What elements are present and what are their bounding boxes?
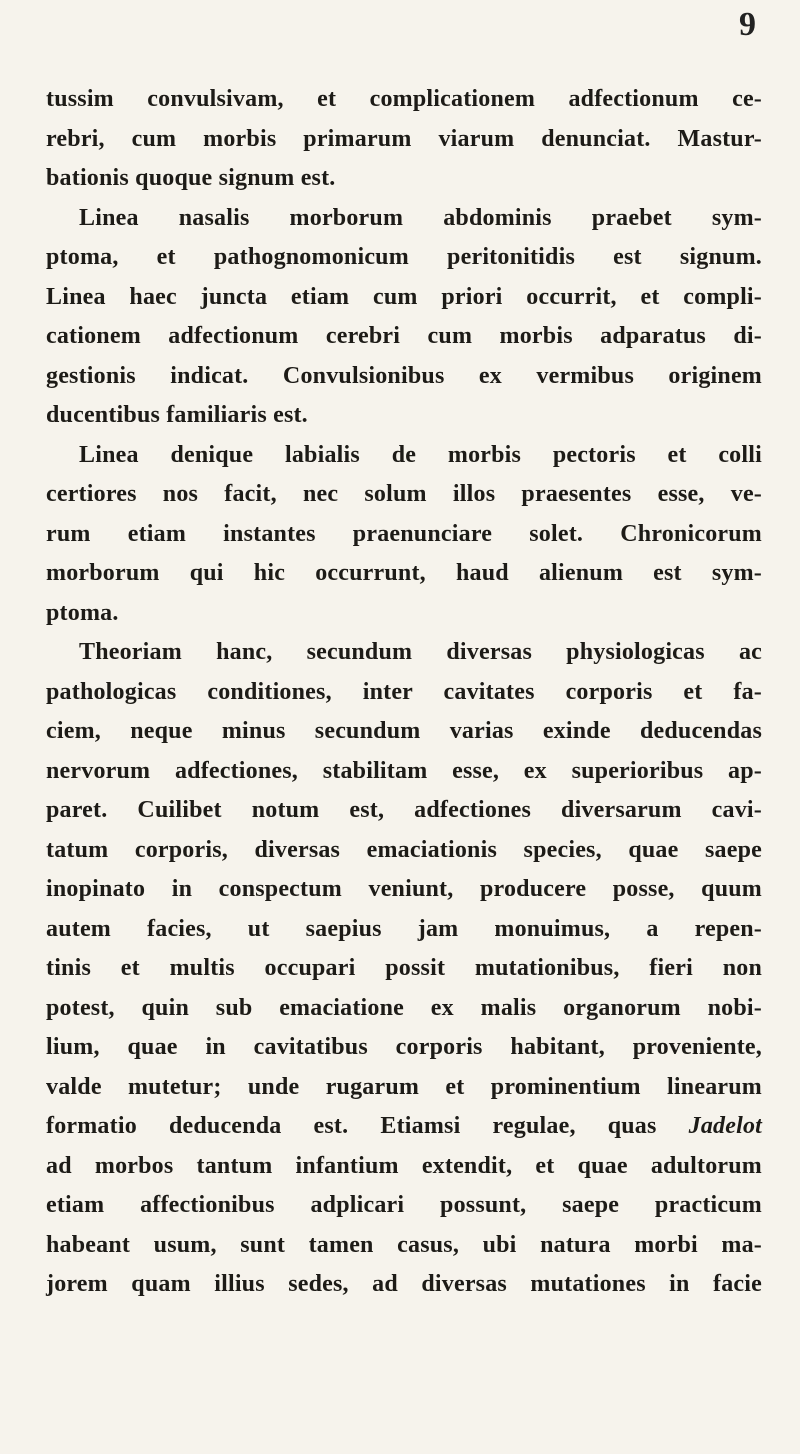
text-line: lium, quae in cavitatibus corporis habitant, proveniente, <box>46 1034 762 1060</box>
text-line: jorem quam illius sedes, ad diversas mutationes in facie <box>46 1271 762 1297</box>
text-line: Linea haec juncta etiam cum priori occurrit, et compli- <box>46 283 762 310</box>
text-line: tatum corporis, diversas emaciationis species, quae saepe <box>46 836 762 863</box>
text-line: rum etiam instantes praenunciare solet. Chronicorum <box>46 520 762 547</box>
text-fragment: formatio deducenda est. Etiamsi regulae, quas <box>46 1113 657 1139</box>
paragraph-start-line: Theoriam hanc, secundum diversas physiologicas ac <box>79 639 762 665</box>
text-line: bationis quoque signum est. <box>46 165 336 191</box>
text-line: potest, quin sub emaciatione ex malis organorum nobi- <box>46 994 762 1021</box>
text-line: morborum qui hic occurrunt, haud alienum est sym- <box>46 560 762 586</box>
text-line: ad morbos tantum infantium extendit, et quae adultorum <box>46 1152 762 1179</box>
text-line: paret. Cuilibet notum est, adfectiones diversarum cavi- <box>46 797 762 823</box>
text-line: ducentibus familiaris est. <box>46 402 308 428</box>
text-line: inopinato in conspectum veniunt, producere posse, quum <box>46 876 762 902</box>
page-number: 9 <box>739 6 756 43</box>
text-line: autem facies, ut saepius jam monuimus, a repen- <box>46 915 762 942</box>
text-line: ciem, neque minus secundum varias exinde deducendas <box>46 718 762 744</box>
text-line: nervorum adfectiones, stabilitam esse, ex superioribus ap- <box>46 757 762 784</box>
paragraph-start-line: Linea denique labialis de morbis pectoris et colli <box>79 441 762 468</box>
text-line: gestionis indicat. Convulsionibus ex vermibus originem <box>46 362 762 389</box>
paragraph-start-line: Linea nasalis morborum abdominis praebet sym- <box>79 204 762 231</box>
text-line: ptoma, et pathognomonicum peritonitidis est signum. <box>46 244 762 270</box>
text-line: pathologicas conditiones, inter cavitates corporis et fa- <box>46 678 762 705</box>
text-line: etiam affectionibus adplicari possunt, saepe practicum <box>46 1192 762 1218</box>
text-line: tussim convulsivam, et complicationem adfectionum ce- <box>46 86 762 112</box>
text-line: valde mutetur; unde rugarum et prominentium linearum <box>46 1073 762 1100</box>
text-line: habeant usum, sunt tamen casus, ubi natura morbi ma- <box>46 1231 762 1258</box>
text-line-with-author <box>46 1107 762 1147</box>
author-name: Jadelot <box>688 1113 763 1139</box>
text-line: tinis et multis occupari possit mutationibus, fieri non <box>46 955 762 981</box>
text-line: rebri, cum morbis primarum viarum denunciat. Mastur- <box>46 125 762 152</box>
text-line: cationem adfectionum cerebri cum morbis adparatus di- <box>46 323 762 349</box>
body-text <box>46 80 762 1305</box>
text-line: certiores nos facit, nec solum illos praesentes esse, ve- <box>46 481 762 507</box>
text-line: ptoma. <box>46 599 119 626</box>
